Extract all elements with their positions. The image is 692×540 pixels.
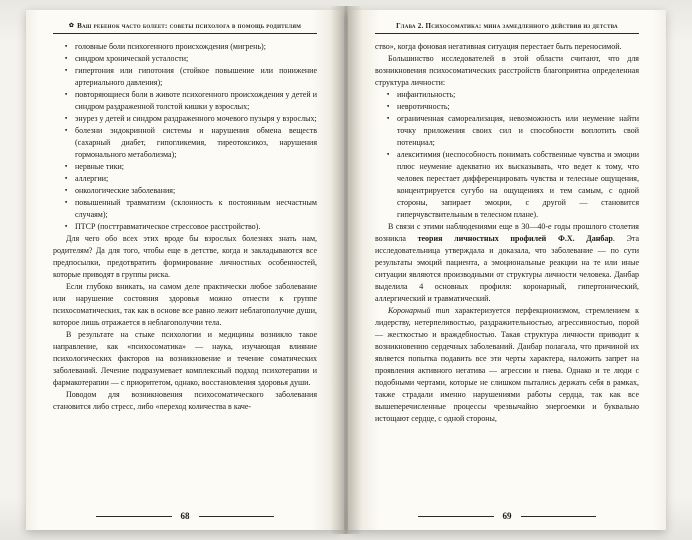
list-item: ▪ онкологические заболевания;: [65, 185, 317, 197]
paragraph-text: В связи с этими наблюдениями еще в 30—40-е годы прошлого столетия возникла: [375, 222, 639, 243]
running-header-left-text: Ваш ребенок часто болеет: советы психолога в помощь родителям: [77, 22, 302, 30]
list-item: ▪ синдром хронической усталости;: [65, 53, 317, 65]
paragraph-text: . Эта исследовательница утверждала и доказала, что заболевание — по сути результаты эмоций пациента, а эмоциональные реакции на те или иные ситуации являются производными от структуры личности человека. Данбар выделила 4 основных профиля: коронарный, гипертонический, аллергический и травматический.: [375, 234, 640, 303]
list-item: ▪ болезни эндокринной системы и нарушения обмена веществ (сахарный диабет, гипогликемия, тиреотоксикоз, нарушения гормонального метаболизма);: [65, 125, 317, 161]
page-right-body: [375, 41, 639, 425]
list-item: ▪ ограниченная самореализация, невозможность или неумение найти точку приложения своих сил и способности воплотить свой потенциал;: [387, 113, 639, 149]
illness-list: [65, 41, 317, 233]
paragraph: [375, 305, 639, 425]
term-dunbar-theory: теория личностных профилей Ф.Х. Данбар: [417, 234, 613, 243]
paragraph-text: характеризуется перфекционизмом, стремлением к лидерству, нетерпеливостью, раздражительностью, агрессивностью, порой — жесткостью и враждебностью. Такая структура личности приводит к возникновению сердечных заболеваний. Данбар полагала, что причиной их является попытка подавить все эти черты характера, наложить запрет на проявления активного негатива — агрессии и гнева. Однако и те люди с подобными чертами, которые не слишком пытались держать себя в рамках, также страдали именно нарушениями работы сердца, так как все вышеперечисленные процессы чрезвычайно энергоемки и буквально истощают сердце, с одной стороны,: [375, 306, 640, 423]
page-number-right: 69: [502, 511, 512, 521]
list-item: ▪ повторяющиеся боли в животе психогенного происхождения у детей и синдром раздраженной толстой кишки у взрослых;: [65, 89, 317, 113]
folio-left: [96, 512, 274, 521]
list-item: ▪ головные боли психогенного происхождения (мигрень);: [65, 41, 317, 53]
list-item: ▪ ПТСР (посттравматическое стрессовое расстройство).: [65, 221, 317, 233]
list-item: ▪ нервные тики;: [65, 161, 317, 173]
list-item: ▪ невротичность;: [387, 101, 639, 113]
folio-rule: [96, 516, 172, 517]
folio-rule: [418, 516, 494, 517]
personality-list: [387, 89, 639, 221]
page-right-content: [348, 10, 666, 530]
list-item: ▪ аллергии;: [65, 173, 317, 185]
paragraph: ство», когда фоновая негативная ситуация перестает быть переносимой.: [375, 42, 622, 51]
paragraph: Если глубоко вникать, на самом деле практически любое заболевание или нарушение состояния здоровья можно отнести к группе психосоматических, так как в основе все равно лежит неблагополучие души, которое лишь отражается в неблагополучии тела.: [53, 282, 317, 327]
list-item: ▪ алекситимия (неспособность понимать собственные чувства и эмоции плюс неумение адекватно их высказывать, что ведет к тому, что человек перестает дифференцировать чувства и телесные ощущения, концентрируется сугубо на ощущениях и тем самым, с одной стороны, запирает эмоции, с другой — становится гиперчувствительным в телесном плане).: [387, 149, 639, 221]
page-right: [348, 10, 666, 530]
page-left-content: [26, 10, 344, 530]
running-header-right-text: Глава 2. Психосоматика: мина замедленного действия из детства: [396, 22, 618, 30]
list-item: ▪ гипертония или гипотония (стойкое повышение или понижение артериального давления);: [65, 65, 317, 89]
paragraph: Поводом для возникновения психосоматического заболевания становится либо стресс, либо «переход количества в каче-: [53, 390, 317, 411]
paragraph: Для чего обо всех этих вроде бы взрослых болезнях знать нам, родителям? Да для того, чтобы еще в детстве, когда и закладываются все предпосылки, предотвратить формирование личностных особенностей, которые приводят в группы риска.: [53, 234, 317, 279]
page-left-body: [53, 41, 317, 413]
folio-rule: [199, 516, 275, 517]
running-header-left: [53, 22, 317, 34]
paragraph: Большинство исследователей в этой области считают, что для возникновения психосоматических расстройств благоприятна определенная структура личности:: [375, 54, 639, 87]
paragraph: [375, 221, 639, 305]
header-ornament-icon: ✿: [68, 23, 75, 29]
folio-right: [418, 512, 596, 521]
paragraph: В результате на стыке психологии и медицины возникло такое направление, как «психосоматика» — наука, изучающая влияние психологических факторов на возникновение и течение соматических заболеваний. Лечение подразумевает комплексный подход психотерапии и фармакотерапии — с приоритетом, однако, восстановления здоровья души.: [53, 330, 317, 387]
page-left: [26, 10, 344, 530]
running-header-right: [375, 22, 639, 34]
folio-rule: [521, 516, 597, 517]
list-item: ▪ повышенный травматизм (склонность к постоянным несчастным случаям);: [65, 197, 317, 221]
term-coronary-type: Коронарный тип: [388, 306, 450, 315]
list-item: ▪ энурез у детей и синдром раздраженного мочевого пузыря у взрослых;: [65, 113, 317, 125]
list-item: ▪ инфантильность;: [387, 89, 639, 101]
page-number-left: 68: [180, 511, 190, 521]
